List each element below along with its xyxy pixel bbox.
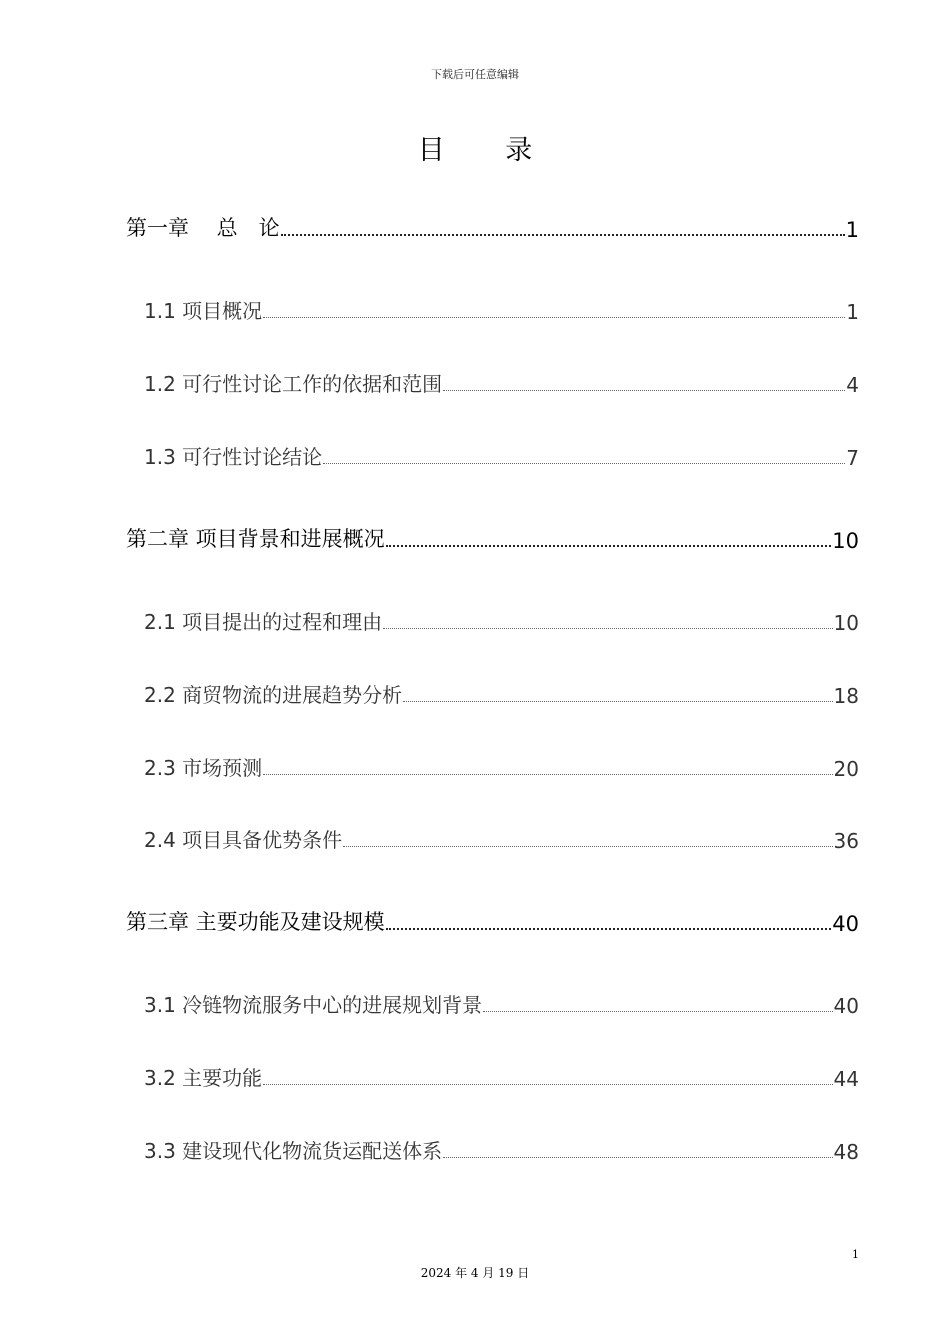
toc-entry-page: 18 — [833, 684, 859, 708]
toc-chapter-1[interactable] — [126, 212, 859, 242]
toc-entry-page: 36 — [833, 829, 859, 853]
toc-section-3-3[interactable] — [144, 1134, 859, 1164]
toc-section-1-2[interactable] — [144, 367, 859, 397]
dot-leader — [443, 1157, 832, 1158]
toc-entry-label: 3.2 主要功能 — [144, 1066, 263, 1090]
toc-entry-label: 第一章 总 论 — [126, 216, 280, 240]
toc-entry-label: 1.1 项目概况 — [144, 299, 263, 323]
dot-leader — [263, 1084, 832, 1085]
dot-leader — [386, 928, 832, 930]
toc-entry-page: 10 — [832, 529, 859, 553]
toc-entry-page: 4 — [846, 373, 859, 397]
toc-entry-label: 1.2 可行性讨论工作的依据和范围 — [144, 372, 443, 396]
dot-leader — [383, 628, 832, 629]
toc-entry-page: 20 — [833, 757, 859, 781]
toc-entry-page: 44 — [833, 1067, 859, 1091]
toc-entry-page: 1 — [845, 218, 859, 242]
dot-leader — [403, 701, 832, 702]
toc-section-2-2[interactable] — [144, 678, 859, 708]
toc-entry-label: 3.3 建设现代化物流货运配送体系 — [144, 1139, 443, 1163]
toc-entry-page: 48 — [833, 1140, 859, 1164]
toc-entry-page: 7 — [846, 446, 859, 470]
toc-entry-label: 2.3 市场预测 — [144, 756, 263, 780]
page-number: 1 — [852, 1248, 859, 1261]
toc-section-2-1[interactable] — [144, 605, 859, 635]
toc-entry-page: 1 — [846, 300, 859, 324]
toc-entry-label: 2.2 商贸物流的进展趋势分析 — [144, 683, 403, 707]
toc-entry-label: 1.3 可行性讨论结论 — [144, 445, 323, 469]
toc-entry-label: 第三章 主要功能及建设规模 — [126, 910, 385, 934]
toc-section-2-3[interactable] — [144, 751, 859, 781]
dot-leader — [323, 463, 845, 464]
toc-section-2-4[interactable] — [144, 823, 859, 853]
dot-leader — [443, 390, 845, 391]
dot-leader — [263, 317, 845, 318]
toc-chapter-2[interactable] — [126, 523, 859, 553]
toc-entry-label: 2.4 项目具备优势条件 — [144, 828, 343, 852]
toc-entry-page: 10 — [833, 611, 859, 635]
dot-leader — [343, 846, 832, 847]
toc-section-1-1[interactable] — [144, 294, 859, 324]
toc-section-3-2[interactable] — [144, 1061, 859, 1091]
toc-section-1-3[interactable] — [144, 440, 859, 470]
footer-date: 2024 年 4 月 19 日 — [420, 1266, 530, 1280]
toc-chapter-3[interactable] — [126, 906, 859, 936]
toc-section-3-1[interactable] — [144, 988, 859, 1018]
toc-entry-label: 3.1 冷链物流服务中心的进展规划背景 — [144, 993, 483, 1017]
dot-leader — [263, 774, 832, 775]
toc-entry-page: 40 — [832, 912, 859, 936]
dot-leader — [386, 545, 832, 547]
header-note: 下载后可任意编辑 — [431, 68, 519, 81]
toc-entry-label: 第二章 项目背景和进展概况 — [126, 527, 385, 551]
toc-title: 目 录 — [417, 135, 559, 166]
dot-leader — [281, 234, 845, 236]
toc-entry-label: 2.1 项目提出的过程和理由 — [144, 610, 383, 634]
dot-leader — [483, 1011, 832, 1012]
toc-entry-page: 40 — [833, 994, 859, 1018]
